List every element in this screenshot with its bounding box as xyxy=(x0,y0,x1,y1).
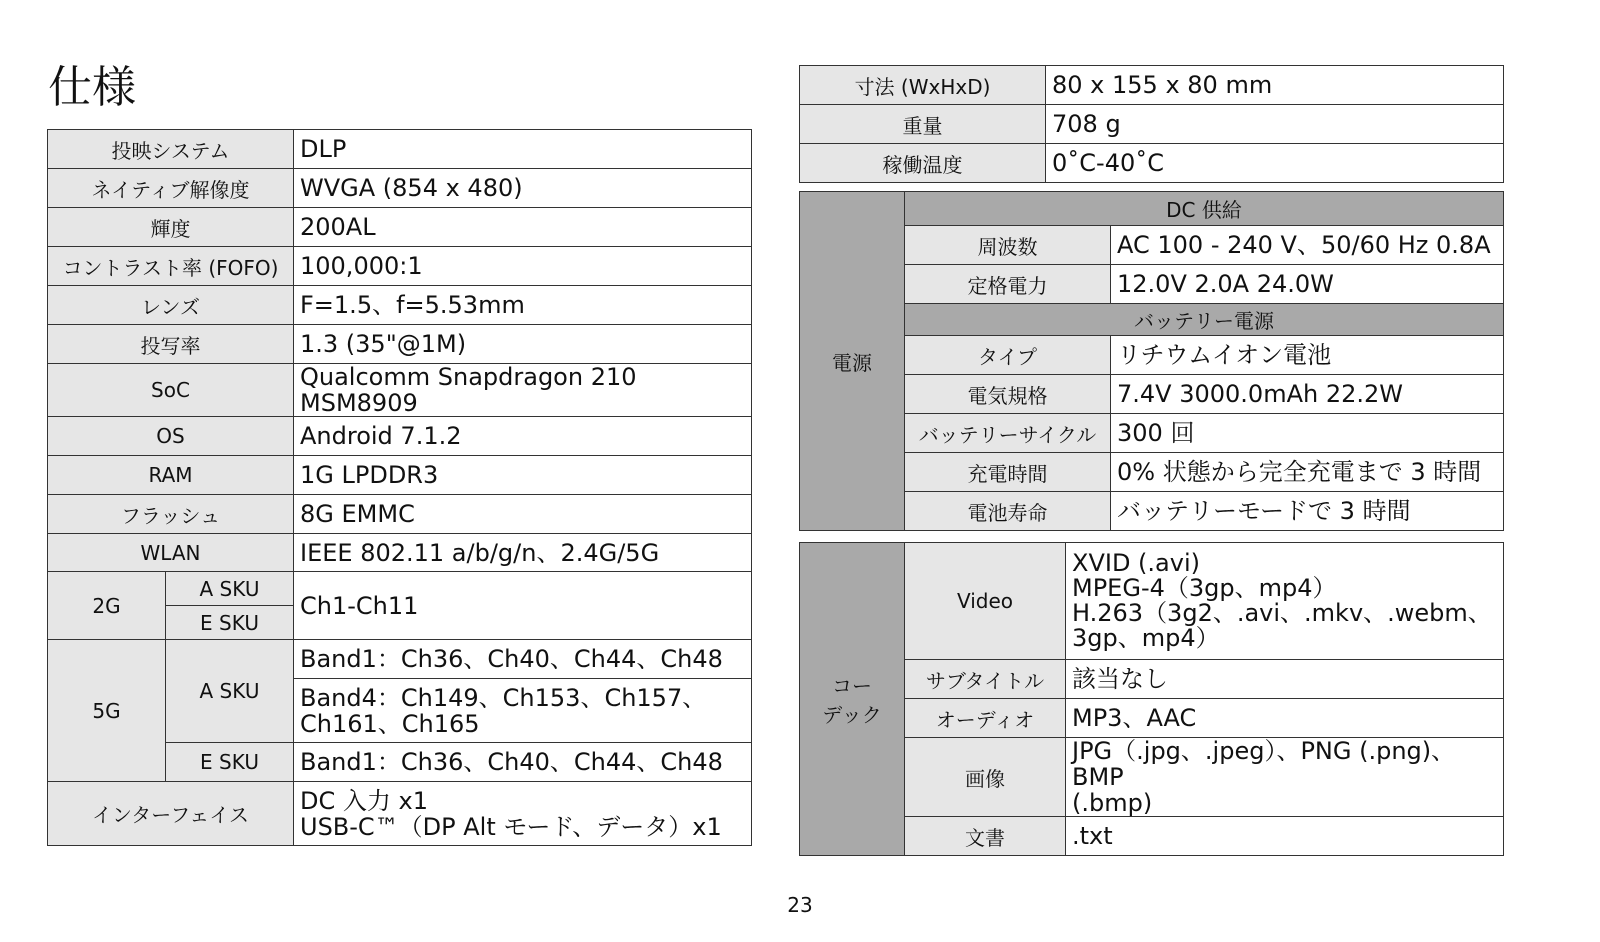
subtitle-value: 該当なし xyxy=(1066,660,1504,699)
spec-label: 電池寿命 xyxy=(905,492,1111,531)
band4-line: Band4：Ch149、Ch153、Ch157、 xyxy=(300,683,707,712)
interface-label: インターフェイス xyxy=(48,782,294,846)
spec-label: RAM xyxy=(48,456,294,495)
spec-value: 1.3 (35"@1M) xyxy=(294,325,752,364)
spec-label: 重量 xyxy=(800,105,1046,144)
spec-label: 周波数 xyxy=(905,226,1111,265)
physical-table xyxy=(799,65,1504,183)
spec-value: 300 回 xyxy=(1111,414,1504,453)
image-label: 画像 xyxy=(905,738,1066,817)
audio-label: オーディオ xyxy=(905,699,1066,738)
audio-value: MP3、AAC xyxy=(1066,699,1504,738)
video-format-line: XVID (.avi) xyxy=(1072,549,1200,577)
wlan-5g-e-band1: Band1：Ch36、Ch40、Ch44、Ch48 xyxy=(294,743,752,782)
spec-value: AC 100 - 240 V、50/60 Hz 0.8A xyxy=(1111,226,1504,265)
spec-table xyxy=(47,129,752,846)
spec-label: 電気規格 xyxy=(905,375,1111,414)
spec-label: フラッシュ xyxy=(48,495,294,534)
power-section-label: 電源 xyxy=(800,192,905,531)
spec-label: 稼働温度 xyxy=(800,144,1046,183)
document-label: 文書 xyxy=(905,817,1066,856)
video-formats xyxy=(1066,543,1504,660)
spec-value: Android 7.1.2 xyxy=(294,417,752,456)
spec-label: OS xyxy=(48,417,294,456)
spec-value: リチウムイオン電池 xyxy=(1111,336,1504,375)
page-number: 23 xyxy=(787,893,813,917)
interface-line: DC 入力 x1 xyxy=(300,786,428,815)
interface-value xyxy=(294,782,752,846)
spec-value: Qualcomm Snapdragon 210 MSM8909 xyxy=(294,364,752,417)
spec-value: F=1.5、f=5.53mm xyxy=(294,286,752,325)
video-format-line: H.263（3g2、.avi、.mkv、.webm、 xyxy=(1072,599,1492,627)
spec-value: 1G LPDDR3 xyxy=(294,456,752,495)
spec-value: 0˚C-40˚C xyxy=(1046,144,1504,183)
spec-label: 定格電力 xyxy=(905,265,1111,304)
video-label: Video xyxy=(905,543,1066,660)
spec-value: DLP xyxy=(294,130,752,169)
spec-label: ネイティブ解像度 xyxy=(48,169,294,208)
wlan-5g-a-band1: Band1：Ch36、Ch40、Ch44、Ch48 xyxy=(294,640,752,679)
spec-label: バッテリーサイクル xyxy=(905,414,1111,453)
video-format-line: MPEG-4（3gp、mp4） xyxy=(1072,574,1337,602)
codec-table xyxy=(799,542,1504,856)
page-title: 仕様 xyxy=(48,62,136,113)
sku-label: A SKU xyxy=(166,572,294,606)
sku-label: E SKU xyxy=(166,606,294,640)
spec-label: コントラスト率 (FOFO) xyxy=(48,247,294,286)
spec-value: 708 g xyxy=(1046,105,1504,144)
spec-label: 充電時間 xyxy=(905,453,1111,492)
spec-value: 7.4V 3000.0mAh 22.2W xyxy=(1111,375,1504,414)
image-format-line: JPG（.jpg、.jpeg）、PNG (.png)、BMP xyxy=(1072,737,1456,791)
spec-value: WVGA (854 x 480) xyxy=(294,169,752,208)
document-value: .txt xyxy=(1066,817,1504,856)
spec-label: 輝度 xyxy=(48,208,294,247)
wlan-2g-label: 2G xyxy=(48,572,166,640)
spec-label: 投写率 xyxy=(48,325,294,364)
codec-label-line: デック xyxy=(822,703,882,727)
power-table xyxy=(799,191,1504,531)
wlan-5g-a-band4 xyxy=(294,679,752,743)
spec-value: 0% 状態から完全充電まで 3 時間 xyxy=(1111,453,1504,492)
wlan-5g-label: 5G xyxy=(48,640,166,782)
sku-label: E SKU xyxy=(166,743,294,782)
spec-value: 100,000:1 xyxy=(294,247,752,286)
spec-value: 8G EMMC xyxy=(294,495,752,534)
wlan-2g-channels: Ch1-Ch11 xyxy=(294,572,752,640)
subtitle-label: サブタイトル xyxy=(905,660,1066,699)
video-format-line: 3gp、mp4） xyxy=(1072,624,1220,652)
codec-label-line: コー xyxy=(832,674,872,698)
spec-value: 12.0V 2.0A 24.0W xyxy=(1111,265,1504,304)
spec-label: WLAN xyxy=(48,534,294,572)
band4-line: Ch161、Ch165 xyxy=(300,709,480,738)
interface-line: USB-C™（DP Alt モード、データ）x1 xyxy=(300,812,722,841)
codec-section-label xyxy=(800,543,905,856)
spec-value: IEEE 802.11 a/b/g/n、2.4G/5G xyxy=(294,534,752,572)
spec-label: レンズ xyxy=(48,286,294,325)
spec-value: バッテリーモードで 3 時間 xyxy=(1111,492,1504,531)
image-format-line: (.bmp) xyxy=(1072,789,1153,817)
spec-label: 寸法 (WxHxD) xyxy=(800,66,1046,105)
spec-label: 投映システム xyxy=(48,130,294,169)
sku-label: A SKU xyxy=(166,640,294,743)
spec-label: SoC xyxy=(48,364,294,417)
spec-value: 200AL xyxy=(294,208,752,247)
image-formats xyxy=(1066,738,1504,817)
dc-header: DC 供給 xyxy=(905,192,1504,226)
spec-value: 80 x 155 x 80 mm xyxy=(1046,66,1504,105)
battery-header: バッテリー電源 xyxy=(905,304,1504,336)
spec-label: タイプ xyxy=(905,336,1111,375)
